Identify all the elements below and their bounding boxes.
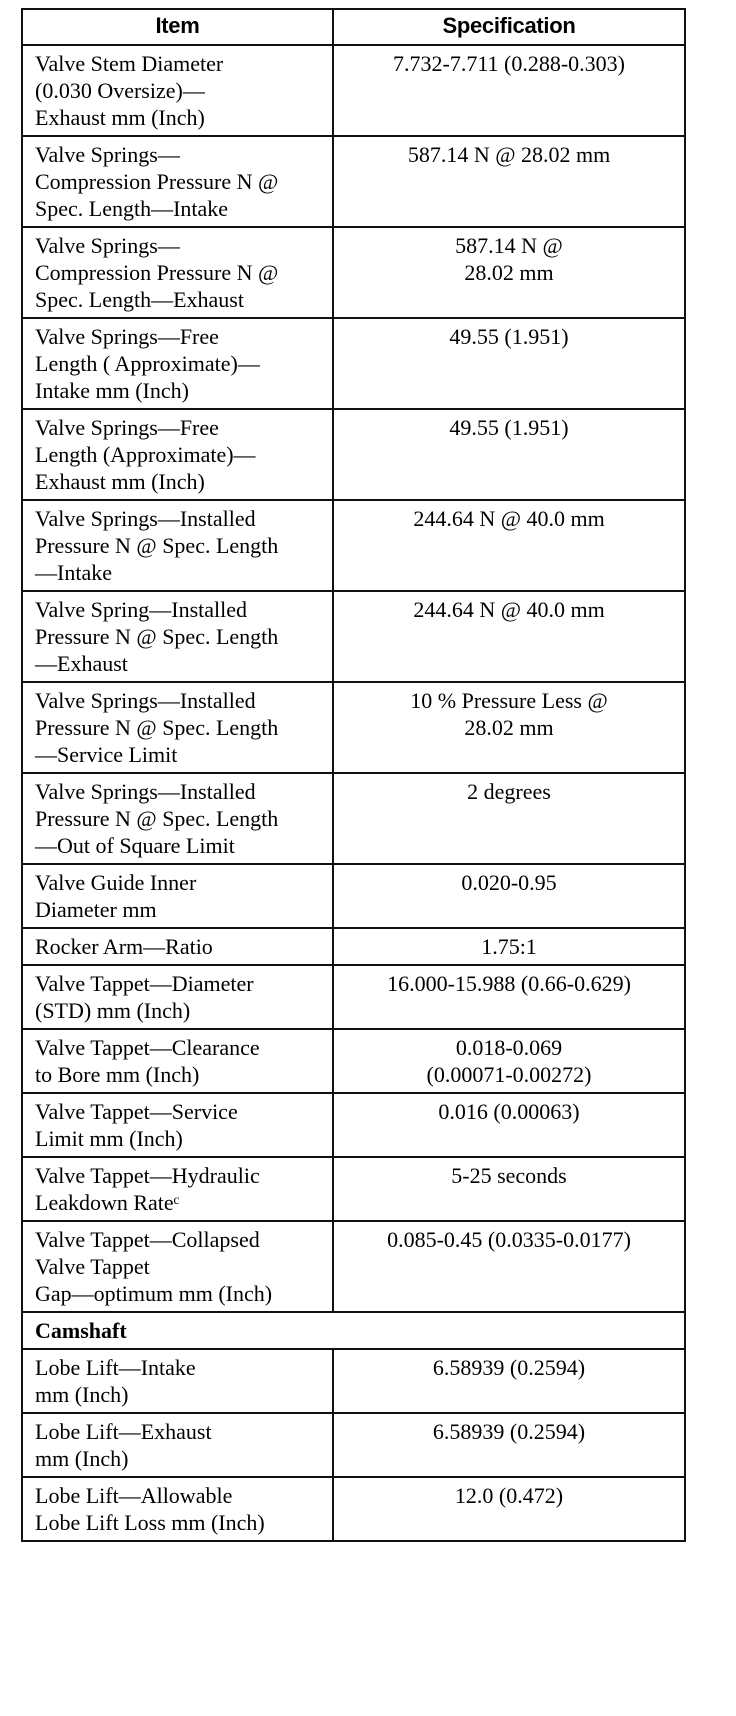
specification-cell: 0.016 (0.00063) bbox=[333, 1093, 685, 1157]
specification-cell: 244.64 N @ 40.0 mm bbox=[333, 500, 685, 591]
item-cell: Valve Stem Diameter (0.030 Oversize)— Exhaust mm (Inch) bbox=[22, 45, 333, 136]
table-row bbox=[22, 1093, 685, 1157]
specification-cell: 244.64 N @ 40.0 mm bbox=[333, 591, 685, 682]
specification-cell: 6.58939 (0.2594) bbox=[333, 1413, 685, 1477]
specification-cell: 49.55 (1.951) bbox=[333, 409, 685, 500]
item-cell: Valve Tappet—Clearance to Bore mm (Inch) bbox=[22, 1029, 333, 1093]
item-cell: Lobe Lift—Allowable Lobe Lift Loss mm (Inch) bbox=[22, 1477, 333, 1541]
specification-cell: 6.58939 (0.2594) bbox=[333, 1349, 685, 1413]
table-row bbox=[22, 318, 685, 409]
table-row bbox=[22, 45, 685, 136]
table-row bbox=[22, 1349, 685, 1413]
table-row bbox=[22, 500, 685, 591]
item-cell: Valve Tappet—Service Limit mm (Inch) bbox=[22, 1093, 333, 1157]
specification-cell: 7.732-7.711 (0.288-0.303) bbox=[333, 45, 685, 136]
item-cell: Valve Springs—Installed Pressure N @ Spec. Length —Intake bbox=[22, 500, 333, 591]
item-cell: Valve Spring—Installed Pressure N @ Spec. Length —Exhaust bbox=[22, 591, 333, 682]
spec-table-container bbox=[21, 8, 684, 1542]
table-row bbox=[22, 864, 685, 928]
table-body bbox=[22, 45, 685, 1541]
section-heading: Camshaft bbox=[22, 1312, 685, 1349]
header-specification: Specification bbox=[333, 9, 685, 45]
table-row bbox=[22, 409, 685, 500]
table-row bbox=[22, 1413, 685, 1477]
header-row bbox=[22, 9, 685, 45]
table-row bbox=[22, 682, 685, 773]
table-row bbox=[22, 928, 685, 965]
item-cell: Lobe Lift—Exhaust mm (Inch) bbox=[22, 1413, 333, 1477]
table-row bbox=[22, 1157, 685, 1221]
section-row bbox=[22, 1312, 685, 1349]
item-cell: Valve Springs—Free Length ( Approximate)— Intake mm (Inch) bbox=[22, 318, 333, 409]
table-row bbox=[22, 1221, 685, 1312]
specification-cell: 5-25 seconds bbox=[333, 1157, 685, 1221]
specification-cell: 0.020-0.95 bbox=[333, 864, 685, 928]
table-row bbox=[22, 773, 685, 864]
specification-cell: 49.55 (1.951) bbox=[333, 318, 685, 409]
item-cell: Lobe Lift—Intake mm (Inch) bbox=[22, 1349, 333, 1413]
item-cell: Valve Springs—Free Length (Approximate)— Exhaust mm (Inch) bbox=[22, 409, 333, 500]
specification-table bbox=[21, 8, 686, 1542]
table-row bbox=[22, 227, 685, 318]
specification-cell: 10 % Pressure Less @ 28.02 mm bbox=[333, 682, 685, 773]
table-row bbox=[22, 591, 685, 682]
specification-cell: 0.018-0.069 (0.00071-0.00272) bbox=[333, 1029, 685, 1093]
specification-cell: 2 degrees bbox=[333, 773, 685, 864]
item-cell: Valve Tappet—Diameter (STD) mm (Inch) bbox=[22, 965, 333, 1029]
table-row bbox=[22, 1477, 685, 1541]
specification-cell: 1.75:1 bbox=[333, 928, 685, 965]
item-cell: Valve Springs—Installed Pressure N @ Spec. Length —Service Limit bbox=[22, 682, 333, 773]
specification-cell: 0.085-0.45 (0.0335-0.0177) bbox=[333, 1221, 685, 1312]
table-header bbox=[22, 9, 685, 45]
item-cell: Valve Guide Inner Diameter mm bbox=[22, 864, 333, 928]
table-row bbox=[22, 1029, 685, 1093]
header-item: Item bbox=[22, 9, 333, 45]
item-cell: Valve Tappet—Collapsed Valve Tappet Gap—optimum mm (Inch) bbox=[22, 1221, 333, 1312]
specification-cell: 12.0 (0.472) bbox=[333, 1477, 685, 1541]
specification-cell: 587.14 N @ 28.02 mm bbox=[333, 136, 685, 227]
item-cell: Rocker Arm—Ratio bbox=[22, 928, 333, 965]
item-cell: Valve Springs—Installed Pressure N @ Spec. Length —Out of Square Limit bbox=[22, 773, 333, 864]
table-row bbox=[22, 965, 685, 1029]
item-cell: Valve Springs— Compression Pressure N @ Spec. Length—Exhaust bbox=[22, 227, 333, 318]
item-cell: Valve Springs— Compression Pressure N @ Spec. Length—Intake bbox=[22, 136, 333, 227]
specification-cell: 587.14 N @ 28.02 mm bbox=[333, 227, 685, 318]
specification-cell: 16.000-15.988 (0.66-0.629) bbox=[333, 965, 685, 1029]
item-cell: Valve Tappet—Hydraulic Leakdown Rateᶜ bbox=[22, 1157, 333, 1221]
table-row bbox=[22, 136, 685, 227]
